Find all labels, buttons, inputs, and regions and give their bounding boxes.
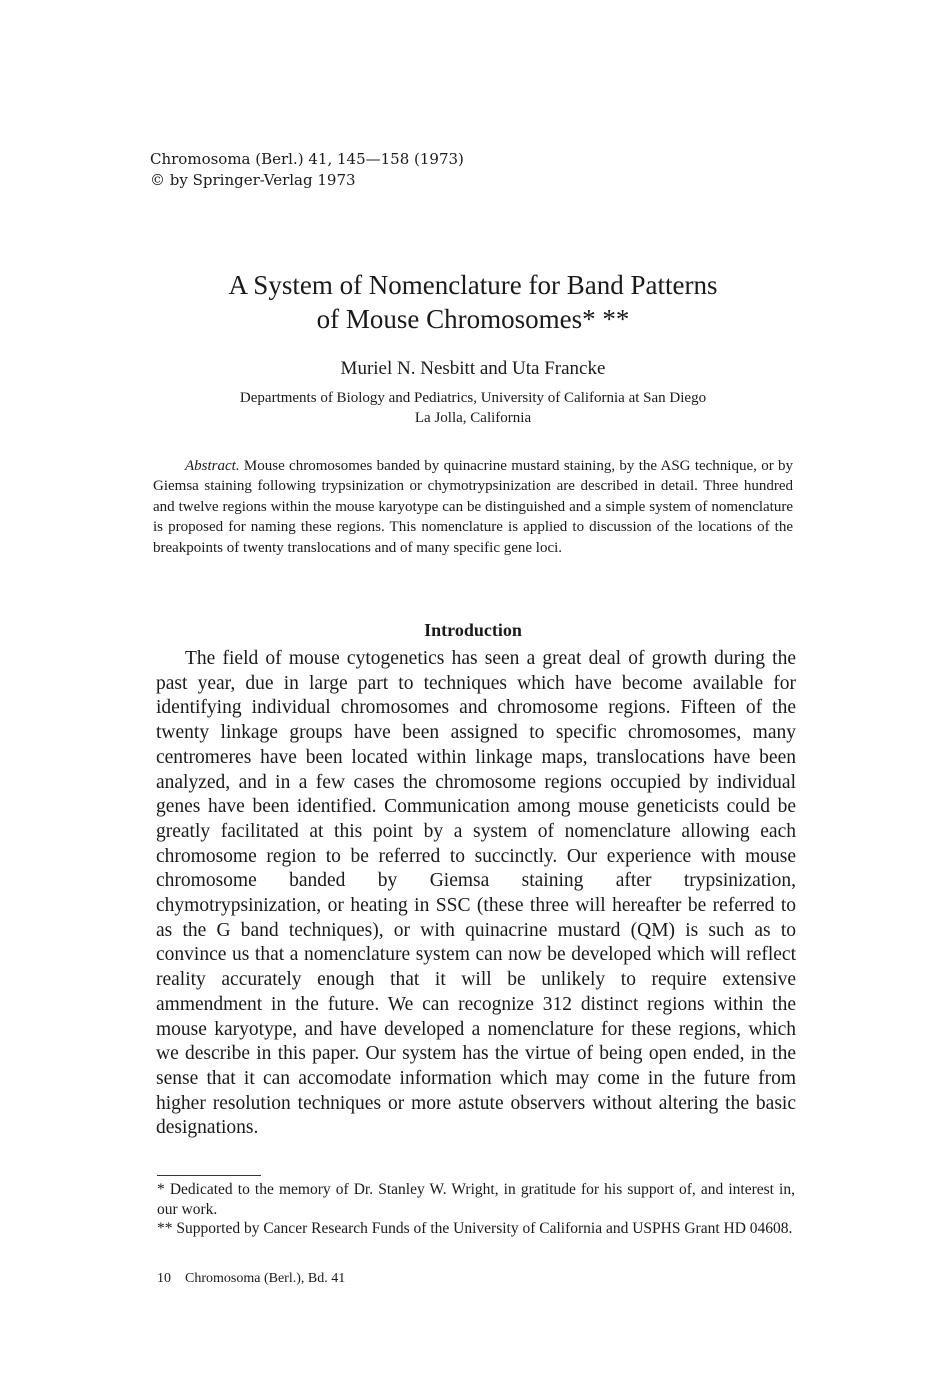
title-line-2: of Mouse Chromosomes* ** xyxy=(316,304,630,334)
affiliation-line-1: Departments of Biology and Pediatrics, University of California at San Diego xyxy=(239,390,707,406)
affiliation-line-2: La Jolla, California xyxy=(414,410,532,426)
abstract-label: Abstract. xyxy=(185,458,240,474)
footnote-funding: ** Supported by Cancer Research Funds of the University of California and USPHS Grant HD 04608. xyxy=(157,1220,793,1238)
affiliation xyxy=(150,388,796,428)
footer-journal: Chromosoma (Berl.), Bd. 41 xyxy=(185,1271,346,1286)
title-line-1: A System of Nomenclature for Band Patterns xyxy=(228,270,718,300)
author-list: Muriel N. Nesbitt and Uta Francke xyxy=(340,358,606,379)
journal-citation: Chromosoma (Berl.) 41, 145—158 (1973) xyxy=(150,150,464,168)
paper-title xyxy=(150,268,796,336)
footnote-dedication: * Dedicated to the memory of Dr. Stanley W. Wright, in gratitude for his support of, and interest in, our work. xyxy=(157,1181,795,1218)
footnotes xyxy=(157,1180,795,1239)
section-heading-introduction: Introduction xyxy=(424,620,522,640)
page-footer xyxy=(157,1270,345,1288)
introduction-paragraph: The field of mouse cytogenetics has seen a great deal of growth during the past year, due in large part to techniques which have become available for identifying individual chromosomes and chromosome regions. Fifteen of the twenty linkage groups have been assigned to specific chromosomes, many centromeres have been located within linkage maps, translocations have been analyzed, and in a few cases the chromosome regions occupied by individual genes have been identified. Communication among mouse geneticists could be greatly facilitated at this point by a system of nomenclature allowing each chromosome region to be referred to succinctly. Our experience with mouse chromosome banded by Giemsa staining after trypsinization, chymotrypsinization, or heating in SSC (these three will hereafter be referred to as the G band techniques), or with quinacrine mustard (QM) is such as to convince us that a nomenclature system can now be developed which will reflect reality accurately enough that it will be unlikely to require extensive ammendment in the future. We can recognize 312 distinct regions within the mouse karyotype, and have developed a nomenclature for these regions, which we describe in this paper. Our system has the virtue of being open ended, in the sense that it can accomodate information which may come in the future from higher resolution techniques or more astute observers without altering the basic designations. xyxy=(156,648,796,1139)
journal-header xyxy=(150,149,464,191)
abstract xyxy=(153,456,793,558)
abstract-text: Mouse chromosomes banded by quinacrine mustard staining, by the ASG technique, or by Giemsa staining following trypsinization or chymotrypsinization are described in detail. Three hundred and twelve regions within the mouse karyotype can be distinguished and a simple system of nomenclature is proposed for naming these regions. This nomenclature is applied to discussion of the locations of the breakpoints of twenty translocations and of many specific gene loci. xyxy=(153,458,793,556)
journal-copyright: © by Springer-Verlag 1973 xyxy=(150,171,356,189)
page-number: 10 xyxy=(157,1271,171,1286)
footnote-divider xyxy=(157,1175,261,1176)
